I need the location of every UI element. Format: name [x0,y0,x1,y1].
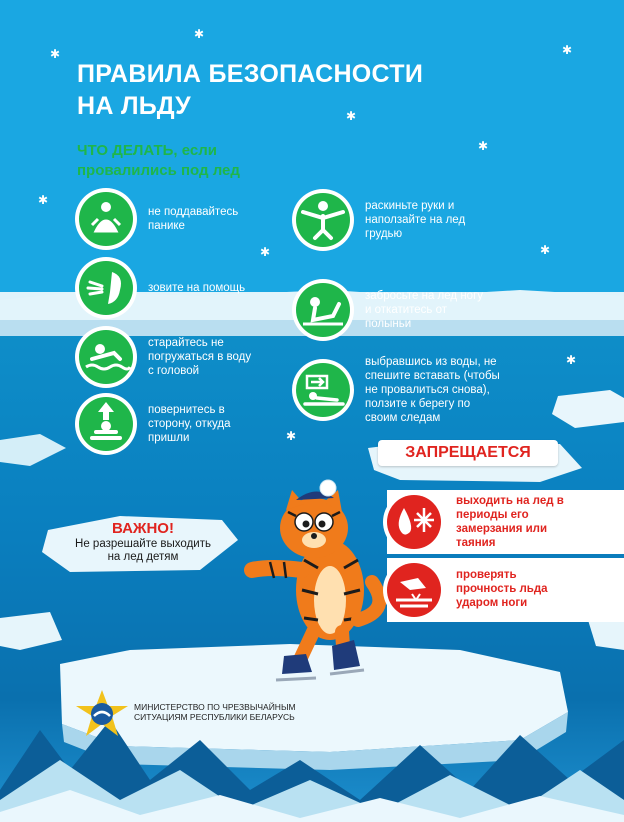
rule-item [291,355,503,425]
snowflake-icon: ✱ [478,139,489,153]
snowflake-icon: ✱ [540,243,551,257]
page-title [77,58,423,122]
shout-icon [74,256,138,320]
rule-item [74,187,268,251]
rule-text: не поддавайтесь панике [148,206,239,232]
title-line-2: НА ЛЬДУ [77,92,192,120]
rule-item [291,188,475,252]
kick-ice-icon [382,558,446,622]
snowflake-icon: ✱ [562,43,573,57]
important-text: Не разрешайте выходить на лед детям [75,538,211,563]
calm-person-icon [74,187,138,251]
rule-text: раскиньте руки и наползайте на лед грудью [365,200,466,240]
snowflake-icon: ✱ [346,109,357,123]
subtitle-line-2: провалились под лед [77,162,240,179]
snowflake-icon: ✱ [50,47,61,61]
rule-text: старайтесь не погружаться в воду с головой [148,337,252,377]
snowflake-icon: ✱ [566,353,577,367]
swimmer-icon [74,325,138,389]
snowflake-icon: ✱ [286,429,297,443]
subtitle-line-1: ЧТО ДЕЛАТЬ, если [77,142,217,159]
section-subtitle [77,141,277,181]
snowflake-icon: ✱ [38,193,49,207]
leg-on-ice-icon [291,278,355,342]
rule-text: зовите на помощь [148,282,246,294]
snowflake-drop-icon [382,490,446,554]
important-note [48,520,238,564]
snowflake-icon: ✱ [194,27,205,41]
crawl-icon [291,358,355,422]
title-line-1: ПРАВИЛА БЕЗОПАСНОСТИ [77,60,424,88]
forbidden-text: выходить на лед в периоды его замерзания или таяния [456,495,564,549]
rule-text: выбравшись из воды, не спешите вставать (чтобы не провалиться снова), ползите к берегу по своим следам [365,356,500,424]
forbidden-heading [378,440,558,466]
turn-back-icon [74,392,138,456]
rule-text: повернитесь в сторону, откуда пришли [148,404,231,444]
rule-item [74,392,258,456]
rule-text: забросьте на лед ногу и откатитесь от полыньи [365,290,484,330]
important-heading: ВАЖНО! [112,520,174,537]
rule-item [74,325,258,389]
snowflake-icon: ✱ [260,245,271,259]
forbidden-heading-text: ЗАПРЕЩАЕТСЯ [405,444,531,461]
spread-arms-icon [291,188,355,252]
rule-item [291,278,485,342]
mchs-emblem-icon [74,688,130,738]
rule-item [74,256,278,320]
forbidden-text: проверять прочность льда ударом ноги [456,569,548,609]
ministry-text: МИНИСТЕРСТВО ПО ЧРЕЗВЫЧАЙНЫМ СИТУАЦИЯМ РЕСПУБЛИКИ БЕЛАРУСЬ [134,702,296,722]
